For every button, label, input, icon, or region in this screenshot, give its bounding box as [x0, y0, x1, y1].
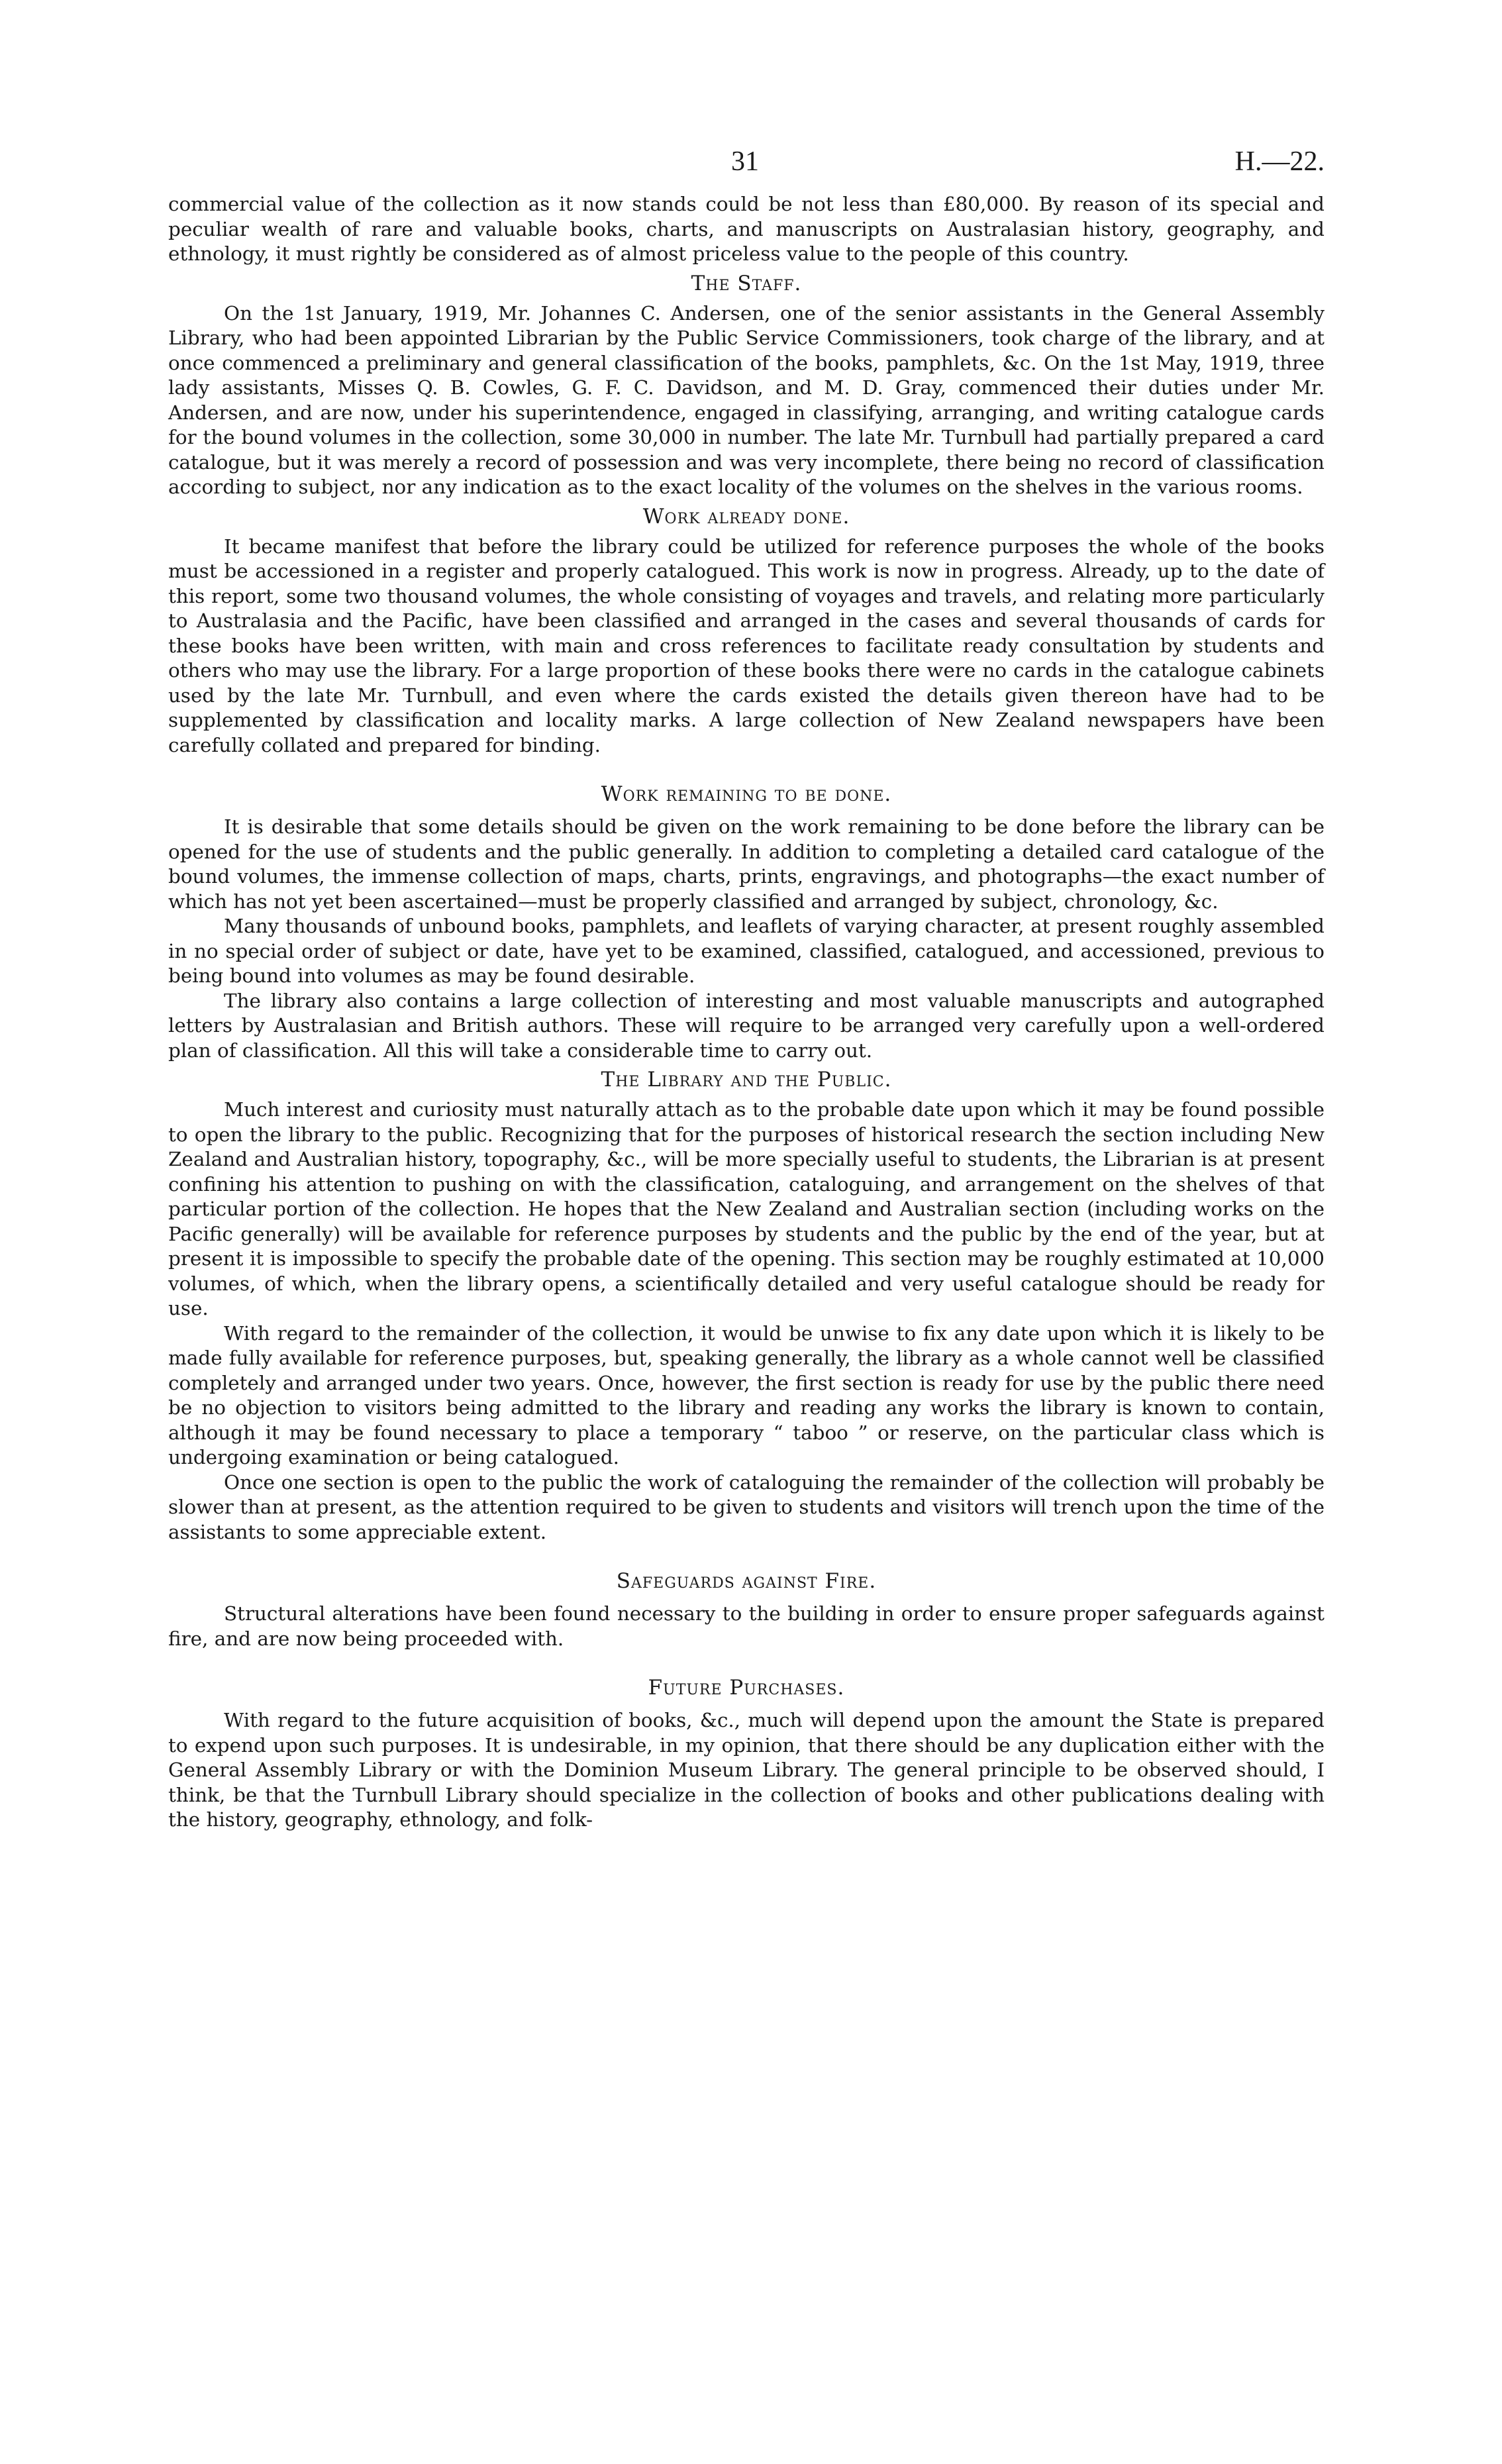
running-header: [168, 146, 1325, 192]
section-staff: [168, 271, 1325, 500]
section-fire: [168, 1568, 1325, 1651]
section-purchases: [168, 1675, 1325, 1833]
section-heading: Work remaining to be done.: [601, 782, 892, 806]
section-work-done: [168, 504, 1325, 758]
section-heading: The Library and the Public.: [601, 1068, 892, 1092]
paragraph: It is desirable that some details should be given on the work remaining to be done before the library can be opened for the use of students and the public generally. In addition to completing a detailed card catalogue of the bound volumes, the immense collection of maps, charts, prints, engravings, and photographs—the exact number of which has not yet been ascertained—must be properly classified and arranged by subject, chronology, &c.: [168, 815, 1325, 913]
paragraph: Many thousands of unbound books, pamphlets, and leaflets of varying character, at present roughly assembled in no special order of subject or date, have yet to be examined, classified, catalogued, and accessioned, previous to being bound into volumes as may be found desirable.: [168, 915, 1325, 987]
section-heading: The Staff.: [691, 271, 802, 295]
paragraph: Once one section is open to the public the work of cataloguing the remainder of the collection will probably be slower than at present, as the attention required to be given to students and visitors will trench upon the time of the assistants to some appreciable extent.: [168, 1470, 1325, 1543]
paragraph: With regard to the future acquisition of books, &c., much will depend upon the amount the State is prepared to expend upon such purposes. It is undesirable, in my opinion, that there should be any duplication either with the General Assembly Library or with the Dominion Museum Library. The general principle to be observed should, I think, be that the Turnbull Library should specialize in the collection of books and other publications dealing with the history, geography, ethnology, and folk-: [168, 1709, 1325, 1831]
paper-reference: H.—22.: [1234, 146, 1325, 177]
section-intro: [168, 192, 1325, 267]
page-number: 31: [731, 146, 759, 177]
section-heading: Work already done.: [642, 504, 850, 529]
paragraph: On the 1st January, 1919, Mr. Johannes C. Andersen, one of the senior assistants in the General Assembly Library, who had been appointed Librarian by the Public Service Commissioners, took charge of the library, and at once commenced a preliminary and general classification of the books, pamphlets, &c. On the 1st May, 1919, three lady assistants, Misses Q. B. Cowles, G. F. C. Davidson, and M. D. Gray, commenced their duties under Mr. Andersen, and are now, under his superintendence, engaged in classifying, arranging, and writing catalogue cards for the bound volumes in the collection, some 30,000 in number. The late Mr. Turnbull had partially prepared a card catalogue, but it was merely a record of possession and was very incomplete, there being no record of classification according to subject, nor any indication as to the exact locality of the volumes on the shelves in the various rooms.: [168, 301, 1325, 498]
paragraph: Much interest and curiosity must naturally attach as to the probable date upon which it may be found possible to open the library to the public. Recognizing that for the purposes of historical research the section including New Zealand and Australian history, topography, &c., will be more specially useful to students, the Librarian is at present confining his attention to pushing on with the classification, cataloguing, and arrangement on the shelves of that particular portion of the collection. He hopes that the New Zealand and Australian section (including works on the Pacific generally) will be available for reference purposes by students and the public by the end of the year, but at present it is impossible to specify the probable date of the opening. This section may be roughly estimated at 10,000 volumes, of which, when the library opens, a scientifically detailed and very useful catalogue should be ready for use.: [168, 1098, 1325, 1319]
paragraph: commercial value of the collection as it now stands could be not less than £80,000. By reason of its special and peculiar wealth of rare and valuable books, charts, and manuscripts on Australasian history, geography, and ethnology, it must rightly be considered as of almost priceless value to the people of this country.: [168, 193, 1325, 265]
section-work-remaining: [168, 782, 1325, 1063]
paragraph: The library also contains a large collection of interesting and most valuable manuscripts and autographed letters by Australasian and British authors. These will require to be arranged very carefully upon a well-ordered plan of classification. All this will take a considerable time to carry out.: [168, 989, 1325, 1062]
section-heading: Future Purchases.: [648, 1676, 845, 1700]
paragraph: Structural alterations have been found necessary to the building in order to ensure proper safeguards against fire, and are now being proceeded with.: [168, 1602, 1325, 1650]
section-heading: Safeguards against Fire.: [616, 1569, 877, 1593]
section-library-public: [168, 1067, 1325, 1545]
document-page: [168, 146, 1325, 1833]
paragraph: With regard to the remainder of the collection, it would be unwise to fix any date upon which it is likely to be made fully available for reference purposes, but, speaking generally, the library as a whole cannot well be classified completely and arranged under two years. Once, however, the first section is ready for use by the public there need be no objection to visitors being admitted to the library and reading any works the library is known to contain, although it may be found necessary to place a temporary “ taboo ” or reserve, on the particular class which is undergoing examination or being catalogued.: [168, 1321, 1325, 1468]
paragraph: It became manifest that before the library could be utilized for reference purposes the whole of the books must be accessioned in a register and properly catalogued. This work is now in progress. Already, up to the date of this report, some two thousand volumes, the whole consisting of voyages and travels, and relating more particularly to Australasia and the Pacific, have been classified and arranged in the cases and several thousands of cards for these books have been written, with main and cross references to facilitate ready consultation by students and others who may use the library. For a large proportion of these books there were no cards in the catalogue cabinets used by the late Mr. Turnbull, and even where the cards existed the details given thereon have had to be supplemented by classification and locality marks. A large collection of New Zealand newspapers have been carefully collated and prepared for binding.: [168, 535, 1325, 756]
